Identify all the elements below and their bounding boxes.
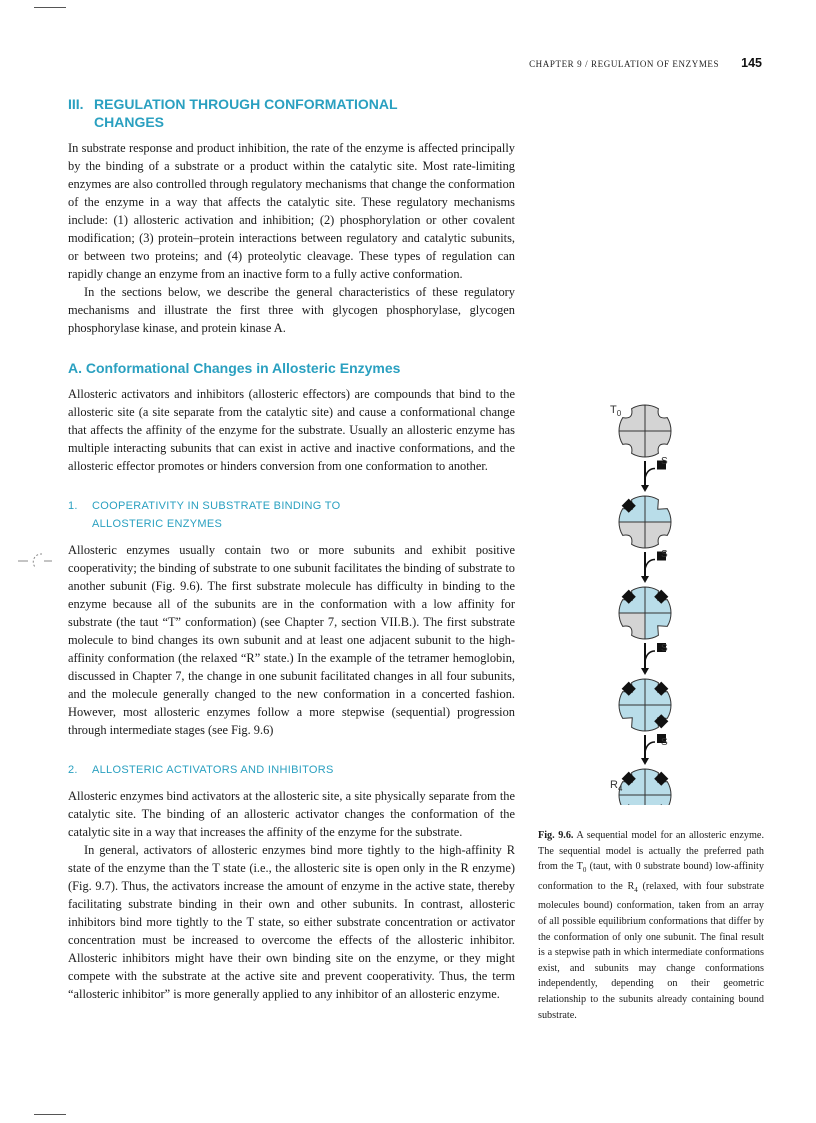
running-header — [529, 56, 762, 70]
paragraph: In substrate response and product inhibition, the rate of the enzyme is affected principally by the binding of a substrate or a product within the catalytic site. Most rate-limiting enzymes are also controlled through regulatory mechanisms that change the conformation of the enzyme in a way that affects the catalytic site. These regulatory mechanisms include: (1) allosteric activation and inhibition; (2) phosphorylation or other covalent modification; (3) protein–protein interactions between regulatory and catalytic subunits, or between two proteins; and (4) proteolytic cleavage. These types of regulation can rapidly change an enzyme from an inactive form to a fully active conformation. — [68, 141, 515, 281]
figure-caption: Fig. 9.6. A sequential model for an allosteric enzyme. The sequential model is actually the preferred path from the $T_0$ (taut, with 0 substrate bound) low-affinity conformation to the $R_4$ (relaxed, with four substrate molecules bound) conformation, taken from an array of all possible equilibrium conformations that differ by the conformation of only one subunit. The final result is a stepwise path in which intermediate conformations exist, and subunits may change conformations independently, depending on their geometric relationship to the subunits already containing bound substrate. — [538, 830, 764, 1021]
substrate-label: S — [661, 549, 668, 560]
minor-heading: 2. ALLOSTERIC ACTIVATORS AND INHIBITORS — [68, 764, 334, 776]
enzyme-state — [619, 405, 671, 457]
t-subunit — [619, 613, 645, 639]
t-subunit — [619, 431, 645, 457]
r-subunit — [619, 795, 645, 805]
page-number: 145 — [741, 56, 762, 70]
subsection-heading: A. Conformational Changes in Allosteric Enzymes — [68, 360, 401, 376]
label-t0: $T_0$ — [610, 404, 622, 419]
minor-heading: 1. COOPERATIVITY IN SUBSTRATE BINDING TO ALLOSTERIC ENZYMES — [68, 500, 341, 530]
r-subunit — [619, 705, 645, 731]
substrate-label: S — [661, 456, 668, 467]
arrow-head-icon — [641, 485, 649, 492]
label-r4: $R_4$ — [610, 779, 623, 794]
r-subunit — [645, 795, 671, 805]
main-text-column — [68, 95, 515, 1003]
section-heading: III. REGULATION THROUGH CONFORMATIONAL CHANGES — [68, 96, 398, 130]
binding-arrow — [645, 651, 655, 661]
t-subunit — [619, 522, 645, 548]
arrow-head-icon — [641, 758, 649, 765]
t-subunit — [645, 405, 671, 431]
paragraph: Allosteric activators and inhibitors (allosteric effectors) are compounds that bind to the allosteric site (a site separate from the catalytic site) and cause a conformational change that affects the affinity of the enzyme for the substrate. Usually an allosteric enzyme has multiple interacting subunits that can exist in active and inactive conformations, and the allosteric effector promotes or hinders conversion from one conformation to another. — [68, 387, 515, 473]
t-subunit — [619, 405, 645, 431]
arrow-head-icon — [641, 576, 649, 583]
crop-mark — [34, 7, 66, 8]
enzyme-state — [619, 679, 671, 731]
paragraph: Allosteric enzymes usually contain two or more subunits and exhibit positive cooperativity; the binding of substrate to one subunit facilitates the binding of substrate to another subunit (Fig. 9.6). The first substrate molecule has difficulty in binding to the enzyme because all of the subunits are in the conformation with a low affinity for substrate (the taut “T” conformation) (see Chapter 7, section VII.B.). The first substrate molecule to bind changes its own subunit and at least one adjacent subunit to the high-affinity conformation (the relaxed “R” state.) In the example of the tetramer hemoglobin, discussed in Chapter 7, the change in one subunit facilitated changes in all four subunits, and the molecule generally changed to the new conformation in a concerted fashion. However, most allosteric enzymes follow a more stepwise (sequential) progression through intermediate stages (see Fig. 9.6) — [68, 543, 515, 737]
r-subunit — [645, 613, 671, 639]
enzyme-state — [619, 496, 671, 548]
binding-arrow — [645, 560, 655, 570]
chapter-title: CHAPTER 9 / REGULATION OF ENZYMES — [529, 59, 720, 69]
arrow-head-icon — [641, 668, 649, 675]
substrate-label: S — [661, 737, 668, 748]
enzyme-state — [619, 587, 671, 639]
binding-arrow — [645, 469, 655, 479]
paragraph: In the sections below, we describe the general characteristics of these regulatory mechanisms and illustrate the first three with glycogen phosphorylase, glycogen phosphorylase kinase, and protein kinase A. — [68, 285, 515, 335]
paragraph: Allosteric enzymes bind activators at the allosteric site, a site physically separate from the catalytic site. The binding of an allosteric activator changes the conformation of the catalytic site in a way that increases the affinity of the enzyme for the substrate. — [68, 789, 515, 839]
t-subunit — [645, 522, 671, 548]
allosteric-model-diagram — [590, 395, 710, 805]
crop-mark — [34, 1114, 66, 1115]
r-subunit — [645, 496, 671, 522]
enzyme-state — [619, 769, 671, 805]
t-subunit — [645, 431, 671, 457]
paragraph: In general, activators of allosteric enzymes bind more tightly to the high-affinity R state of the enzyme than the T state (i.e., the allosteric site is open only in the R enzyme) (Fig. 9.7). Thus, the activators increase the amount of enzyme in the active state, thereby facilitating substrate binding in their own and other subunits. In contrast, allosteric inhibitors bind more tightly to the T state, so either substrate concentration or activator concentration must be increased to overcome the effects of the allosteric inhibitor. Allosteric inhibitors might have their own binding site on the enzyme, or they might compete with the substrate at the active site and prevent cooperativity. Thus, the term “allosteric inhibitor” is more generally applied to any inhibitor of an allosteric enzyme. — [68, 843, 515, 1001]
binding-arrow — [645, 742, 655, 752]
registration-mark-icon — [14, 548, 54, 574]
substrate-label: S — [661, 643, 668, 654]
